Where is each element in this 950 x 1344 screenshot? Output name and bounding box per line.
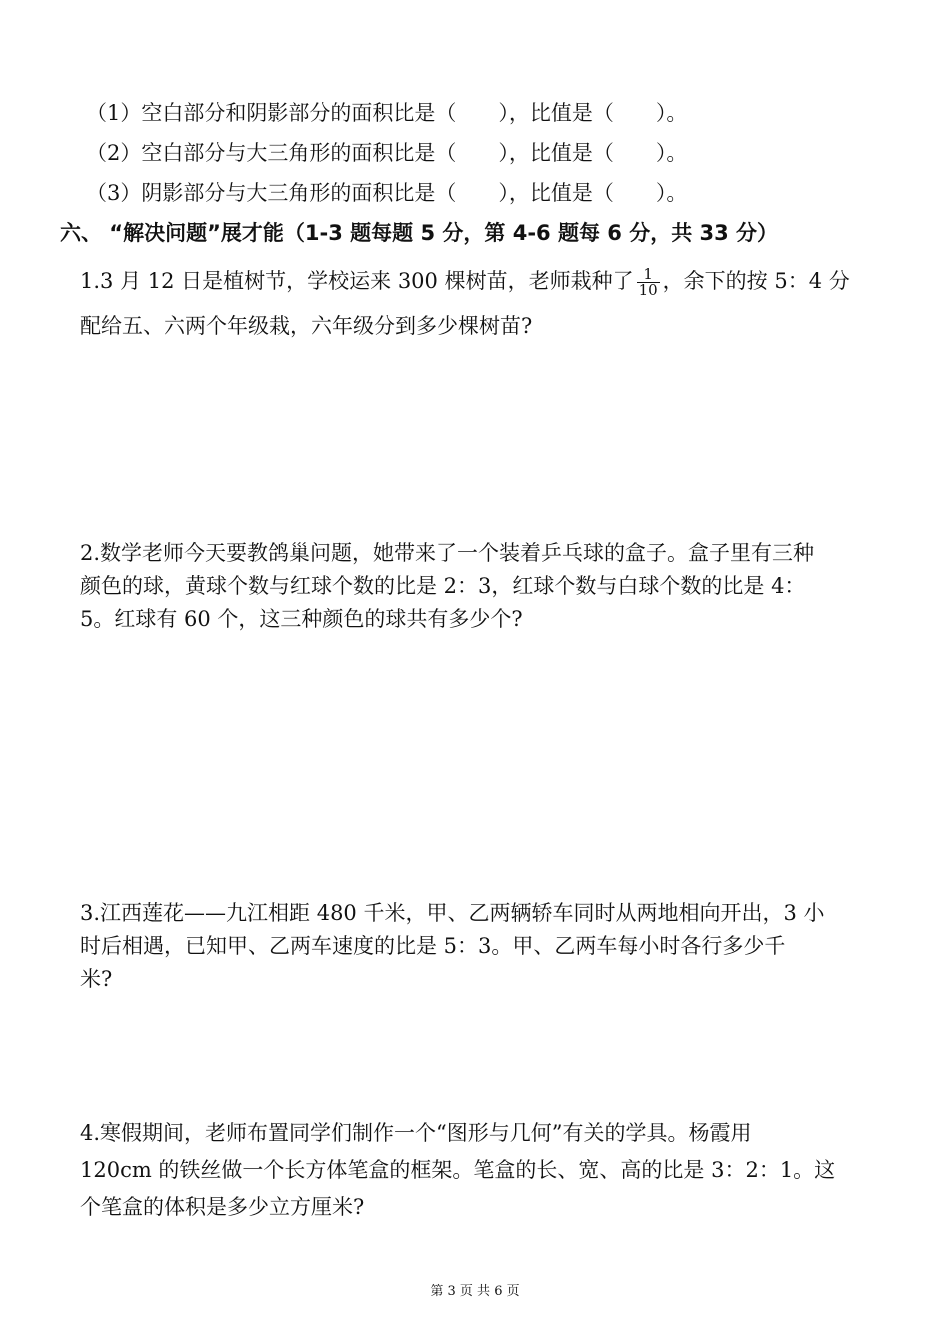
question-2-line-2: 颜色的球，黄球个数与红球个数的比是 2：3，红球个数与白球个数的比是 4：: [80, 574, 806, 598]
question-4-line-2: 120cm 的铁丝做一个长方体笔盒的框架。笔盒的长、宽、高的比是 3：2：1。这: [80, 1158, 836, 1182]
question-3-line-3: 米?: [80, 967, 113, 991]
subquestion-1: （1）空白部分和阴影部分的面积比是（ ），比值是（ ）。: [86, 101, 688, 125]
question-2-line-1: 2.数学老师今天要教鸽巢问题，她带来了一个装着乒乓球的盒子。盒子里有三种: [80, 541, 815, 565]
question-4-line-1: 4.寒假期间，老师布置同学们制作一个“图形与几何”有关的学具。杨霞用: [80, 1121, 752, 1145]
fraction-denominator: 10: [638, 281, 658, 299]
question-2-line-3: 5。红球有 60 个，这三种颜色的球共有多少个?: [80, 607, 523, 631]
question-4-line-3: 个笔盒的体积是多少立方厘米?: [80, 1195, 365, 1219]
question-1-line-1: [80, 266, 850, 298]
section-heading: 六、 “解决问题”展才能（1-3 题每题 5 分，第 4-6 题每 6 分，共 33 分）: [60, 221, 779, 245]
question-1-text-after: ，余下的按 5：4 分: [662, 269, 850, 293]
question-1-text-before: 1.3 月 12 日是植树节，学校运来 300 棵树苗，老师栽种了: [80, 269, 634, 293]
question-1-line-2: 配给五、六两个年级栽，六年级分到多少棵树苗?: [80, 314, 533, 338]
question-3-line-2: 时后相遇，已知甲、乙两车速度的比是 5：3。甲、乙两车每小时各行多少千: [80, 934, 786, 958]
fraction: [637, 267, 660, 298]
subquestion-2: （2）空白部分与大三角形的面积比是（ ），比值是（ ）。: [86, 141, 688, 165]
fraction-numerator: 1: [637, 267, 660, 283]
page-number-footer: 第 3 页 共 6 页: [430, 1284, 520, 1299]
subquestion-3: （3）阴影部分与大三角形的面积比是（ ），比值是（ ）。: [86, 181, 688, 205]
question-3-line-1: 3.江西莲花——九江相距 480 千米，甲、乙两辆轿车同时从两地相向开出，3 小: [80, 901, 825, 925]
